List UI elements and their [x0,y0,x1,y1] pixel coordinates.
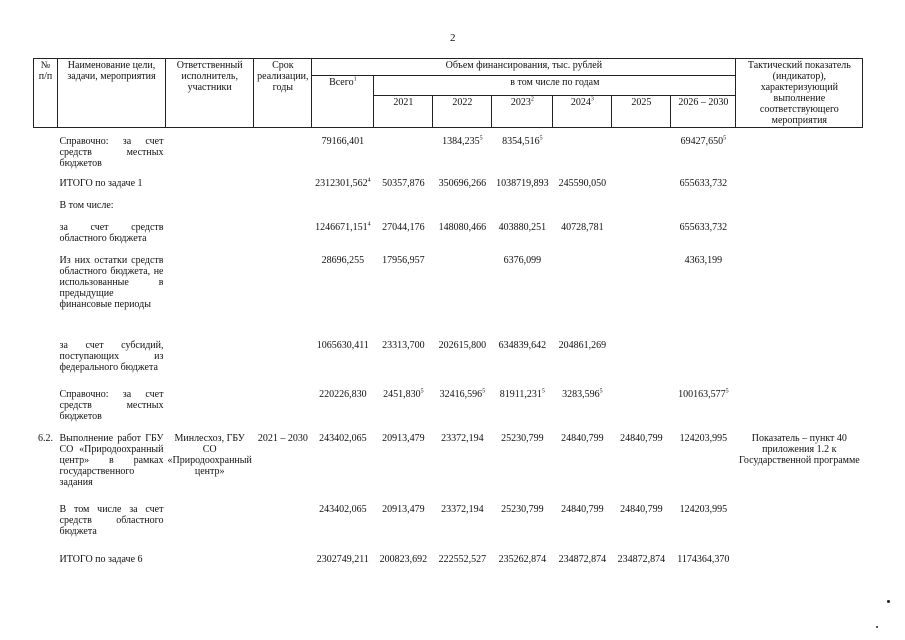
value-year: 235262,874 [498,553,547,565]
value-year: 2451,830$^5$ [383,388,424,400]
value-total: 243402,065 [319,432,367,444]
value-year: 1384,235$^5$ [442,135,483,147]
value-total: 2312301,562$^4$ [315,177,371,189]
header-year: 2025 [612,96,671,128]
row-number [34,178,58,200]
value-year: 27044,176 [382,221,425,233]
value-year: 204861,269 [558,339,607,351]
financing-table [33,58,863,578]
value-year: 403880,251 [498,221,547,233]
row-number [34,554,58,578]
row-number [34,222,58,255]
row-term [254,255,312,340]
value-year: 1174364,370 [677,553,730,565]
value-year: 222552,527 [438,553,487,565]
value-total: 1065630,411 [316,339,369,351]
table-row [34,255,863,340]
value-year: 100163,577$^5$ [678,388,729,400]
value-year: 81911,231$^5$ [499,388,545,400]
table-row [34,389,863,433]
value-year [612,222,671,255]
row-name: Справочно: за счет средств местных бюджетов [59,136,164,169]
row-indicator [736,200,863,222]
row-indicator [736,255,863,340]
row-number [34,128,58,178]
value-year: 655633,732 [679,177,728,189]
header-financing: Объем финансирования, тыс. рублей [312,59,736,76]
row-indicator [736,389,863,433]
row-term [254,340,312,389]
value-year: 234872,874 [617,553,666,565]
row-number [34,389,58,433]
row-name: ИТОГО по задаче 1 [59,177,143,189]
row-responsible [166,340,254,389]
value-total: 79166,401 [321,136,365,147]
row-responsible: Минлесхоз, ГБУ СО «Природоохранный центр» [167,432,252,477]
row-responsible [166,222,254,255]
header-term: Срок реализации, годы [254,59,312,128]
row-name: В том числе: [59,199,114,211]
value-year: 24840,799 [561,503,604,515]
row-name: за счет средств областного бюджета [59,221,164,244]
table-row [34,554,863,578]
value-year [671,340,736,389]
row-term [254,128,312,178]
header-number: № п/п [34,59,58,128]
value-year: 24840,799 [620,432,663,444]
value-year: 234872,874 [558,553,607,565]
header-year: 2023$^2$ [492,96,553,128]
value-year: 20913,479 [382,432,425,444]
value-year [553,200,612,222]
value-year: 69427,650$^5$ [680,135,727,147]
row-responsible [166,255,254,340]
value-year: 634839,642 [498,339,547,351]
row-indicator [736,340,863,389]
value-year: 245590,050 [558,177,607,189]
row-responsible [166,200,254,222]
value-year: 25230,799 [501,432,544,444]
value-year [374,128,433,178]
value-year [553,255,612,340]
table-row [34,340,863,389]
row-indicator [736,222,863,255]
row-number [34,200,58,222]
header-year: 2024$^3$ [553,96,612,128]
value-total: 243402,065 [319,503,367,515]
row-indicator [736,178,863,200]
row-name: Справочно: за счет средств местных бюджетов [59,388,164,422]
row-term [254,222,312,255]
value-year [433,200,492,222]
value-year [671,200,736,222]
row-responsible [166,389,254,433]
page-number: 2 [450,32,456,44]
row-indicator [736,504,863,554]
value-total [312,200,374,222]
row-number [34,255,58,340]
value-year [553,128,612,178]
header-name: Наименование цели, задачи, мероприятия [58,59,166,128]
header-indicator: Тактический показатель (индикатор), характеризующий выполнение соответствующего мероприятия [736,59,863,128]
header-by-years: в том числе по годам [374,76,736,96]
value-year: 124203,995 [679,503,728,515]
value-year [612,389,671,433]
value-year: 20913,479 [382,503,425,515]
value-year: 202615,800 [438,339,487,351]
table-row [34,200,863,222]
row-name: Из них остатки средств областного бюджета, не использованные в предыдущие финансовые периоды [59,254,164,310]
value-year: 4363,199 [684,254,723,266]
row-number [34,340,58,389]
row-term [254,504,312,554]
row-term [254,554,312,578]
value-year: 23313,700 [382,339,425,351]
row-responsible [166,128,254,178]
value-year [492,200,553,222]
value-year: 6376,099 [503,254,542,266]
value-year: 124203,995 [679,432,728,444]
row-indicator [736,128,863,178]
row-term [254,389,312,433]
value-year [612,340,671,389]
value-year: 1038719,893 [496,177,549,189]
scan-speck [887,600,890,603]
value-year [374,200,433,222]
row-responsible [166,178,254,200]
value-year [612,255,671,340]
row-indicator [736,554,863,578]
row-number [34,504,58,554]
row-name: за счет субсидий, поступающих из федерального бюджета [59,339,164,373]
value-year [433,255,492,340]
value-year: 32416,596$^5$ [439,388,486,400]
table-row [34,433,863,504]
value-year: 350696,266 [438,177,487,189]
row-term [254,178,312,200]
value-total: 220226,830 [319,388,367,400]
value-year [612,178,671,200]
table-row [34,222,863,255]
value-total: 28696,255 [321,254,365,266]
value-total: 2302749,211 [316,553,369,565]
table-body [34,128,863,578]
value-year: 3283,596$^5$ [562,388,603,400]
table-header [34,59,863,128]
row-responsible [166,554,254,578]
header-responsible: Ответственный исполнитель, участники [166,59,254,128]
row-name: Выполнение работ ГБУ СО «Природоохранный центр» в рамках государственного задания [59,432,164,488]
table-row [34,128,863,178]
value-year: 655633,732 [679,221,728,233]
row-term: 2021 – 2030 [257,432,308,444]
row-name: ИТОГО по задаче 6 [59,553,143,565]
value-year: 148080,466 [438,221,487,233]
value-year [612,128,671,178]
row-indicator: Показатель – пункт 40 приложения 1.2 к Государственной программе [738,432,860,466]
value-total: 1246671,151$^4$ [315,221,371,233]
row-name: В том числе за счет средств областного бюджета [59,503,164,537]
header-year: 2022 [433,96,492,128]
value-year: 8354,516$^5$ [502,135,543,147]
row-number: 6.2. [38,432,53,444]
header-year: 2026 – 2030 [671,96,736,128]
value-year: 50357,876 [382,177,425,189]
value-year: 23372,194 [441,432,484,444]
table-row [34,504,863,554]
header-total: Всего$^1$ [312,76,374,128]
value-year: 23372,194 [441,503,484,515]
header-year: 2021 [374,96,433,128]
row-responsible [166,504,254,554]
scan-speck [876,626,878,628]
value-year: 25230,799 [501,503,544,515]
value-year: 24840,799 [561,432,604,444]
value-year [612,200,671,222]
row-term [254,200,312,222]
value-year: 200823,692 [379,553,428,565]
value-year: 24840,799 [620,503,663,515]
value-year: 40728,781 [561,221,604,233]
value-year: 17956,957 [382,254,425,266]
table-row [34,178,863,200]
